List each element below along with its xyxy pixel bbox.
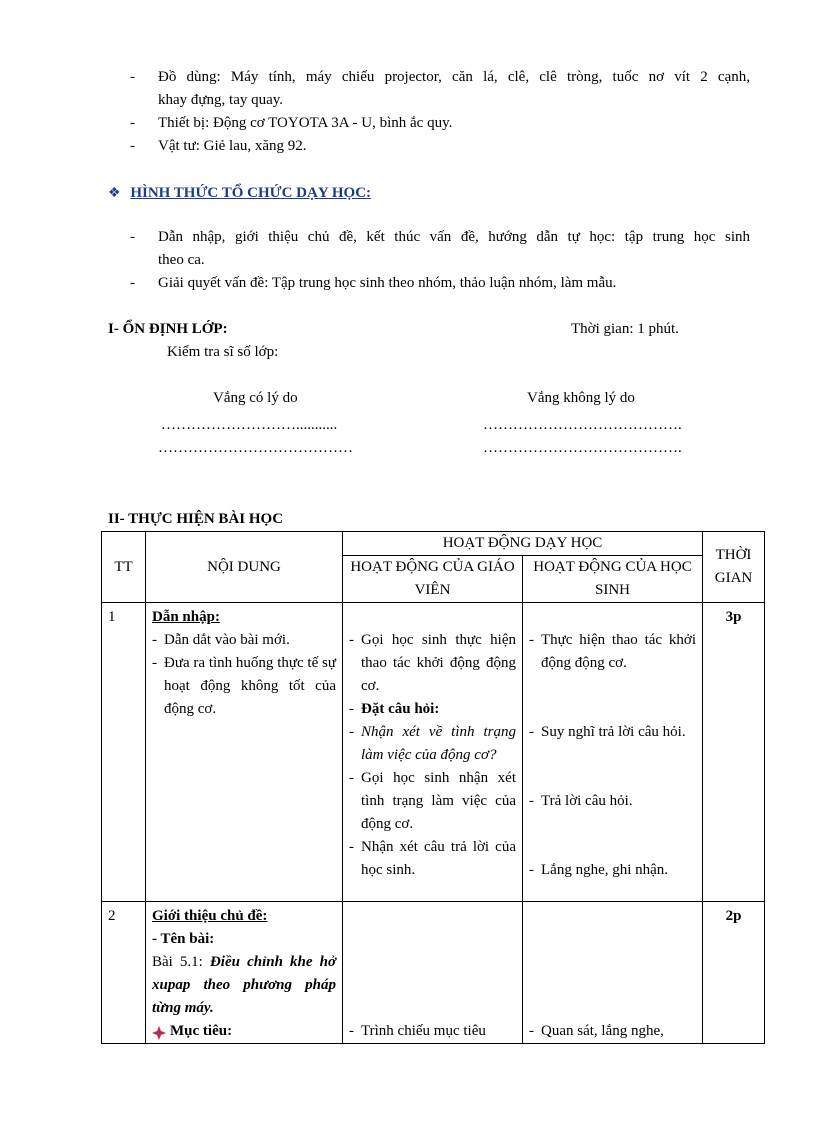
student-item: Lắng nghe, ghi nhận. [541,862,669,878]
form-heading [108,181,371,206]
section1-time: Thời gian: 1 phút. [571,321,679,337]
header-student: HOẠT ĐỘNG CỦA HỌC SINH [523,556,703,603]
student-item: Trả lời câu hỏi. [541,793,633,809]
section2-title: II- THỰC HIỆN BÀI HỌC [108,511,284,527]
diamond-bullet-icon: ❖ [108,186,121,201]
equipment-text-cont: khay đựng, tay quay. [158,92,284,108]
teacher-item: Trình chiếu mục tiêu [361,1023,486,1039]
header-time: THỜI GIAN [703,532,765,603]
lesson-prefix: Bài 5.1: [152,954,203,970]
table-row [102,603,765,902]
equipment-item [130,135,750,158]
content-item: Đưa ra tình huống thực tế sự hoạt động không tốt của động cơ. [164,655,336,717]
student-item: Suy nghĩ trả lời câu hỏi. [541,724,686,740]
row-time: 2p [725,908,742,924]
form-item [130,226,750,272]
row-number: 1 [108,609,116,625]
dots-line: ………………………........... [161,417,338,433]
form-item-text-cont: theo ca. [158,252,205,268]
student-activity: - Thực hiện thao tác khởi động động cơ. - Suy nghĩ trả lời câu hỏi. - Trả lời câu hỏi. - Lắng nghe, ghi nhận. [523,603,702,896]
teacher-activity: - Trình chiếu mục tiêu [343,902,522,1043]
row-title: Giới thiệu chủ đề: [152,908,268,924]
lesson-title: Điều chỉnh khe hở xupap theo phương pháp từng máy. [152,954,337,1016]
teacher-item: Gọi học sinh nhận xét tình trạng làm việc của động cơ. [361,770,516,832]
header-activity: HOẠT ĐỘNG DẠY HỌC [343,532,703,556]
row-title: Dẫn nhập: [152,609,220,625]
bullet-dash: - [130,69,135,85]
section1-title: I- ỔN ĐỊNH LỚP: [108,321,228,337]
equipment-text: Đồ dùng: Máy tính, máy chiếu projector, căn lá, clê, clê tròng, tuốc nơ vít 2 cạnh, [158,69,750,85]
absent-unexcused-label: Vắng không lý do [527,390,635,406]
header-content: NỘI DUNG [146,532,343,603]
student-activity: - Quan sát, lắng nghe, [523,902,702,1043]
bullet-dash: - [130,138,135,154]
row-time: 3p [725,609,742,625]
form-item-text: Giải quyết vấn đề: Tập trung học sinh theo nhóm, thảo luận nhóm, làm mẫu. [158,275,617,291]
row-number: 2 [108,908,116,924]
table-row [102,902,765,1044]
lesson-table [101,531,765,1044]
teacher-activity: - Gọi học sinh thực hiện thao tác khởi động động cơ. - Đặt câu hỏi: - Nhận xét về tình trạng làm việc của động cơ? - Gọi học sinh nhận xét tình trạng làm việc của động cơ. - Nhận xét câu trả lời của học sinh. [343,603,522,882]
equipment-item [130,66,750,112]
teacher-item: Gọi học sinh thực hiện thao tác khởi động động cơ. [361,632,516,694]
header-tt: TT [102,532,146,603]
bullet-dash: - [130,229,135,245]
dots-line: …………………………………. [483,440,682,456]
form-heading-title: HÌNH THỨC TỔ CHỨC DẠY HỌC: [130,185,372,201]
lesson-name-label: - Tên bài: [152,931,215,947]
row-content [146,902,342,1043]
teacher-item: Nhận xét câu trả lời của học sinh. [361,839,516,878]
equipment-item [130,112,750,135]
student-item: Thực hiện thao tác khởi động động cơ. [541,632,696,671]
teacher-question: Nhận xét về tình trạng làm việc của động cơ? [361,724,516,763]
student-item: Quan sát, lắng nghe, [541,1023,664,1039]
dots-line: ………………………………… [158,440,353,456]
bullet-dash: - [130,275,135,291]
bullet-dash: - [130,115,135,131]
row-content: Dẫn nhập: - Dẫn dắt vào bài mới. - Đưa ra tình huống thực tế sự hoạt động không tốt của động cơ. [146,603,342,721]
teacher-question-label: Đặt câu hỏi: [361,701,440,717]
header-teacher: HOẠT ĐỘNG CỦA GIÁO VIÊN [343,556,523,603]
equipment-text: Thiết bị: Động cơ TOYOTA 3A - U, bình ắc quy. [158,115,453,131]
absent-excused-label: Vắng có lý do [213,390,298,406]
dots-line: …………………………………. [483,417,682,433]
goal-marker-icon [152,1025,166,1039]
attendance-check: Kiểm tra sĩ số lớp: [167,344,279,360]
form-item-text: Dẫn nhập, giới thiệu chủ đề, kết thúc vấn đề, hướng dẫn tự học: tập trung học sinh [158,229,750,245]
form-item [130,272,750,295]
goal-label: Mục tiêu: [170,1023,233,1039]
equipment-text: Vật tư: Giẻ lau, xăng 92. [158,138,307,154]
content-item: Dẫn dắt vào bài mới. [164,632,290,648]
